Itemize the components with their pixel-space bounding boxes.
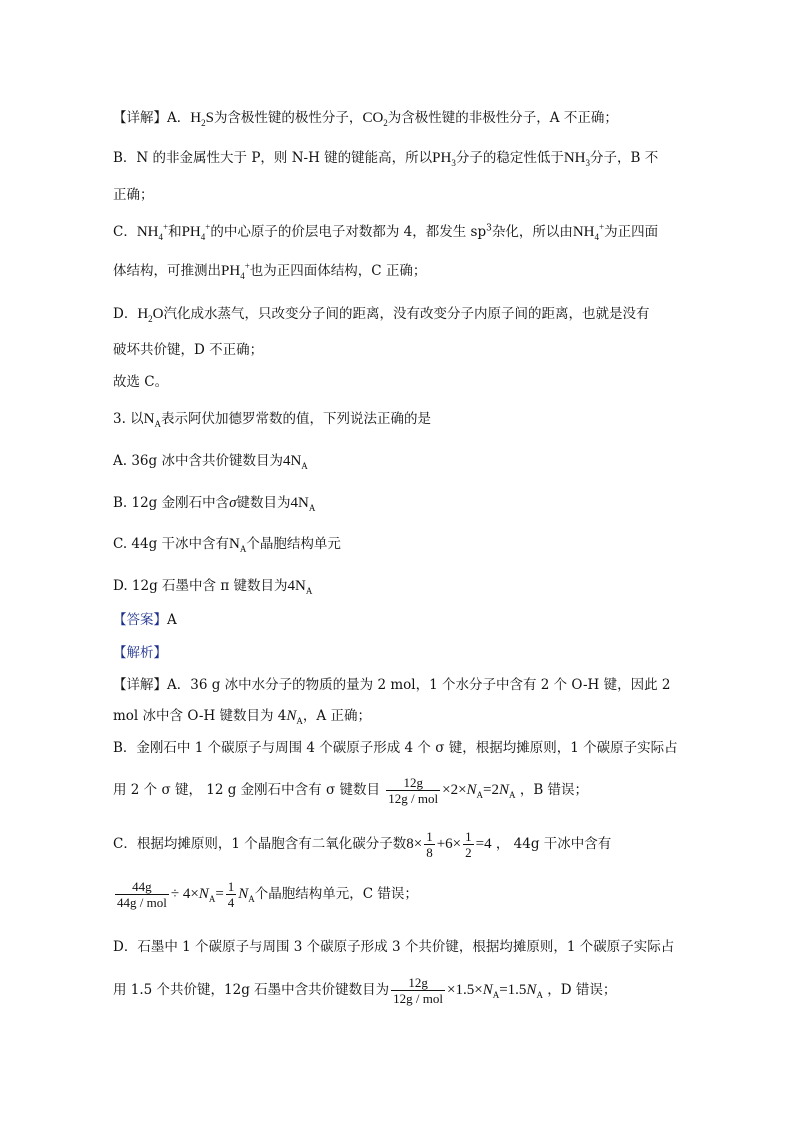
- analysis-tag: 【解析】: [113, 645, 167, 661]
- formula-h2o: $H_2O$: [137, 306, 164, 324]
- fraction: $\frac{1}{8}$: [426, 829, 433, 860]
- detail-tag: 【详解】: [113, 110, 167, 126]
- explain-2: [113, 706, 371, 726]
- line-5: [113, 261, 426, 281]
- text: C．: [113, 224, 137, 240]
- text: B．金刚石中 1 个碳原子与周围 4 个碳原子形成 4 个 σ 键，根据均摊原则，1 个碳原子实际占: [113, 740, 678, 756]
- fraction: $\frac{12g}{\text{12g / mol}}$: [393, 975, 444, 1006]
- text: 用 1.5 个共价键，12g 石墨中含共价键数目为: [113, 982, 390, 998]
- label-a: A．: [167, 110, 191, 126]
- text: 故选 C。: [113, 374, 169, 390]
- text: 汽化成水蒸气，只改变分子间的距离，没有改变分子内原子间的距离，也就是没有: [163, 306, 650, 322]
- text: 为正四面: [604, 224, 659, 240]
- formula-co2: $CO_2$: [362, 110, 388, 128]
- text: 表示阿伏加德罗常数的值，下列说法正确的是: [161, 411, 432, 427]
- text: 破坏共价键，D 不正确；: [113, 342, 264, 358]
- fraction: $\frac{12g}{\text{12g / mol}}$: [388, 775, 439, 806]
- text: mol 冰中含 O-H 键数目为 4: [113, 708, 287, 724]
- option-b: [113, 493, 315, 513]
- text: 3. 以: [113, 411, 144, 427]
- detail-tag: 【详解】: [113, 677, 167, 693]
- explain-8: [113, 972, 616, 1008]
- text: 为含极性键的极性分子，: [213, 110, 363, 126]
- text: A．36 g 冰中水分子的物质的量为 2 mol，1 个水分子中含有 2 个 O-H 键，因此 2: [167, 677, 671, 693]
- fraction: $\frac{1}{2}$: [465, 829, 472, 860]
- formula-na: $N_A$: [286, 708, 303, 726]
- math-expr: $N_A$: [238, 886, 255, 904]
- formula-nh3: $NH_3$: [563, 150, 590, 168]
- text: 杂化，所以由: [491, 224, 573, 240]
- fraction: $\frac{44g}{\text{44g / mol}}$: [117, 879, 167, 910]
- line-7: [113, 340, 263, 360]
- text: ，D 错误；: [547, 982, 617, 998]
- text: ，B 错误；: [519, 782, 589, 798]
- formula-4na: $4N_A$: [287, 578, 313, 596]
- question-3-stem: [113, 409, 431, 429]
- math-expr: =4: [475, 836, 492, 852]
- fraction: $\frac{1}{4}$: [227, 879, 235, 910]
- text: 个晶胞结构单元，C 错误；: [254, 886, 418, 902]
- math-expr: $\times 2\times N_A=2N_A$: [442, 782, 516, 800]
- text: D．石墨中 1 个碳原子与周围 3 个碳原子形成 3 个共价键，根据均摊原则，1 个碳原子实际占: [113, 939, 675, 955]
- formula-ph3: $PH_3$: [432, 150, 456, 168]
- explain-5: [113, 826, 611, 862]
- formula-nh4: $NH_4^+$: [136, 222, 169, 242]
- analysis-line: [113, 643, 167, 663]
- math-expr: ÷ $4\times N_A=$: [170, 886, 224, 904]
- formula-ph4: $PH_4^+$: [181, 222, 211, 242]
- text: A. 36g 冰中含共价键数目为: [113, 453, 283, 469]
- option-c: [113, 534, 341, 554]
- answer-tag: 【答案】: [113, 612, 167, 628]
- text: 体结构，可推测出: [113, 263, 221, 279]
- answer-value: A: [167, 612, 177, 628]
- math-expr: +6×: [436, 836, 462, 852]
- text: 键数目为: [236, 495, 291, 511]
- text: C. 44g 干冰中含有: [113, 536, 230, 552]
- formula-nh4: $NH_4^+$: [572, 222, 605, 242]
- text: D．: [113, 306, 138, 322]
- text: B. 12g 金刚石中含: [113, 495, 230, 511]
- explain-6: [113, 876, 418, 912]
- text: 也为正四面体结构，C 正确；: [249, 263, 427, 279]
- text: ， 44g 干冰中含有: [495, 836, 612, 852]
- line-2: [113, 148, 658, 168]
- text: 分子的稳定性低于: [455, 150, 564, 166]
- text: B．N 的非金属性大于 P，则 N-H 键的键能高，所以: [113, 150, 433, 166]
- text: D. 12g 石墨中含 π 键数目为: [113, 578, 288, 594]
- explain-4: [113, 772, 588, 808]
- line-4: [113, 222, 658, 242]
- text: 正确；: [113, 187, 154, 203]
- text: 为含极性键的非极性分子，A 不正确；: [387, 110, 618, 126]
- math-expr: $\times 1.5\times N_A=1.5N_A$: [447, 982, 543, 1000]
- line-3: [113, 185, 154, 205]
- text: C．根据均摊原则，1 个晶胞含有二氧化碳分子数: [113, 836, 407, 852]
- explain-1: [113, 675, 670, 695]
- option-d: [113, 576, 312, 596]
- line-6: [113, 304, 650, 324]
- option-a: [113, 451, 308, 471]
- text: 的中心原子的价层电子对数都为 4，都发生 sp: [210, 224, 487, 240]
- explain-7: [113, 937, 674, 957]
- text: 用 2 个 σ 键， 12 g 金刚石中含有 σ 键数目: [113, 782, 380, 798]
- text: 个晶胞结构单元: [246, 536, 341, 552]
- superscript: 3: [486, 223, 492, 234]
- text: 和: [168, 224, 182, 240]
- explain-3: [113, 738, 678, 758]
- text: ，A 正确；: [302, 708, 371, 724]
- formula-4na: $4N_A$: [290, 495, 316, 513]
- formula-na: $N_A$: [143, 411, 162, 429]
- sigma-symbol: σ: [229, 495, 237, 511]
- formula-na: $N_A$: [229, 536, 247, 554]
- math-expr: 8×: [406, 836, 423, 852]
- line-1: [113, 108, 618, 128]
- formula-4na: $4N_A$: [282, 453, 308, 471]
- formula-h2s: $H_2S$: [190, 110, 214, 128]
- line-8: [113, 372, 168, 392]
- formula-ph4: $PH_4^+$: [221, 261, 250, 281]
- answer-line: [113, 610, 177, 630]
- text: 分子，B 不: [590, 150, 659, 166]
